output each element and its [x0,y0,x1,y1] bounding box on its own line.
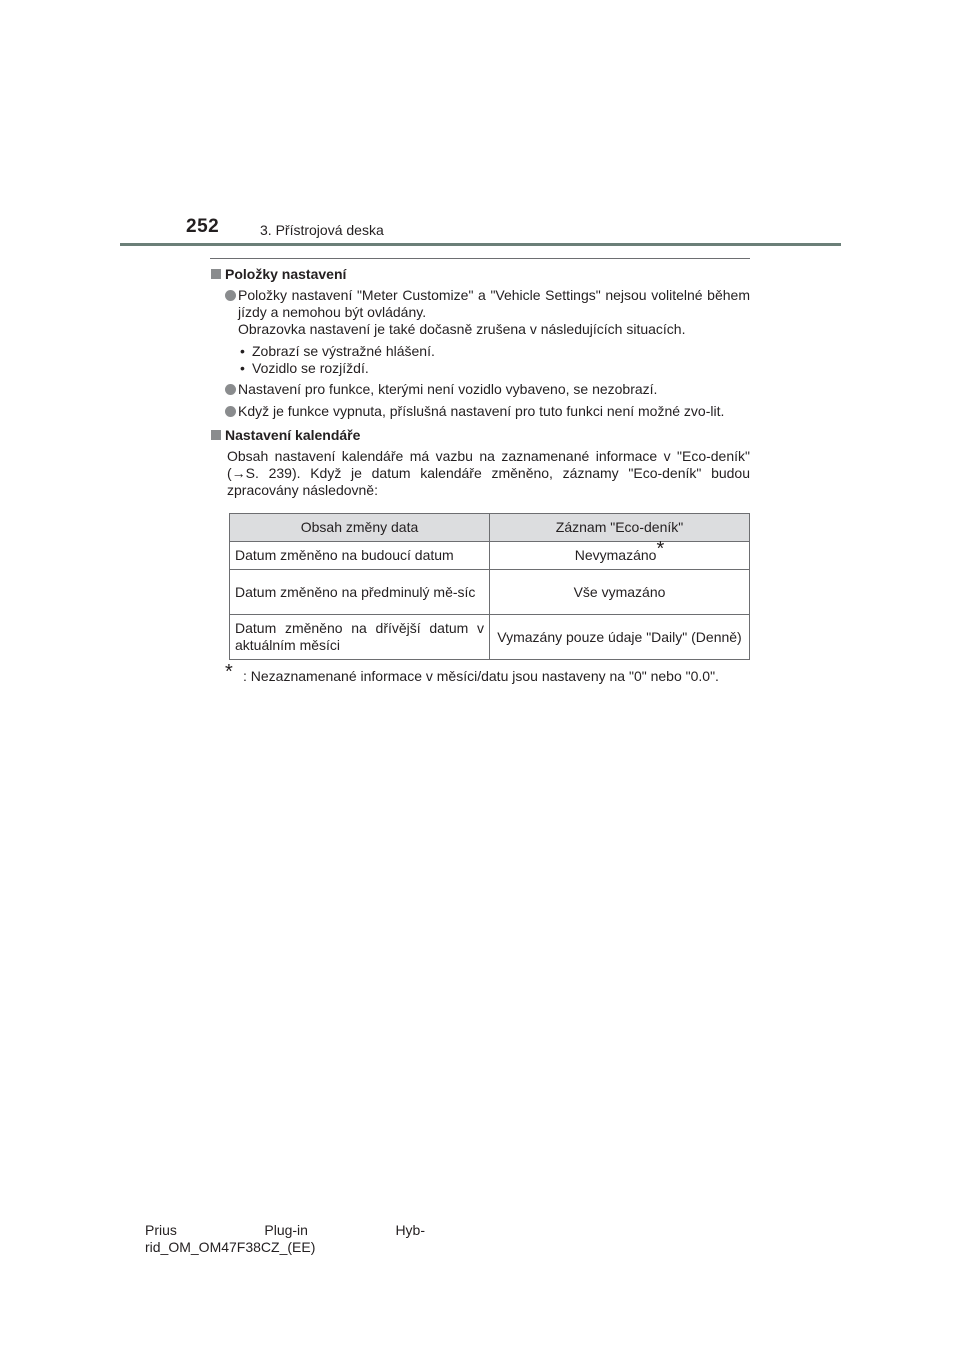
eco-diary-table [229,513,750,660]
section-rule [210,258,750,259]
sub-item: • Zobrazí se výstražné hlášení. [240,343,435,359]
circle-bullet-icon [225,406,236,417]
bullet-text: Položky nastavení "Meter Customize" a "Vehicle Settings" nejsou volitelné během jízdy a nemohou být ovládány. [238,287,750,320]
page-content [210,266,750,685]
table-header-cell: Obsah změny data [230,514,490,542]
table-cell: Vymazány pouze údaje "Daily" (Denně) [490,615,750,660]
header-rule [120,243,841,246]
bullet-text: Nastavení pro funkce, kterými není vozidlo vybaveno, se nezobrazí. [238,381,658,397]
chapter-title: 3. Přístrojová deska [260,222,384,238]
sub-item: • Vozidlo se rozjíždí. [240,360,369,376]
table-header-row [230,514,750,542]
page-number: 252 [186,216,220,237]
section-heading-calendar-settings: Nastavení kalendáře [210,427,750,444]
bullet-text: Obrazovka nastavení je také dočasně zrušena v následujících situacích. [238,321,686,337]
footnote-marker: * [656,538,665,560]
table-row [230,570,750,615]
table-cell: Nevymazáno* [490,542,750,570]
footnote-star: * [225,661,233,683]
square-bullet-icon [211,269,221,279]
table-cell: Datum změněno na dřívější datum v aktuálním měsíci [230,615,490,660]
circle-bullet-icon [225,290,236,301]
table-cell: Vše vymazáno [490,570,750,615]
bullet-item [210,381,750,398]
document-footer: Prius Plug-in Hyb- rid_OM_OM47F38CZ_(EE) [145,1222,425,1255]
section-heading-settings-items: Položky nastavení [210,266,750,283]
footnote: * : Nezaznamenané informace v měsíci/datu jsou nastaveny na "0" nebo "0.0". [225,661,719,684]
table-row [230,542,750,570]
table-header-cell: Záznam "Eco-deník" [490,514,750,542]
bullet-item [210,287,750,338]
table-row [230,615,750,660]
table-cell: Datum změněno na budoucí datum [230,542,490,570]
bullet-item [210,403,750,420]
circle-bullet-icon [225,384,236,395]
table-cell: Datum změněno na předminulý mě-síc [230,570,490,615]
square-bullet-icon [211,430,221,440]
calendar-paragraph: Obsah nastavení kalendáře má vazbu na zaznamenané informace v "Eco-deník" (→S. 239). Když je datum kalendáře změněno, záznamy "Eco-deník" budou zpracovány následovně: [227,448,750,498]
bullet-text: Když je funkce vypnuta, příslušná nastavení pro tuto funkci není možné zvo-lit. [238,403,725,419]
